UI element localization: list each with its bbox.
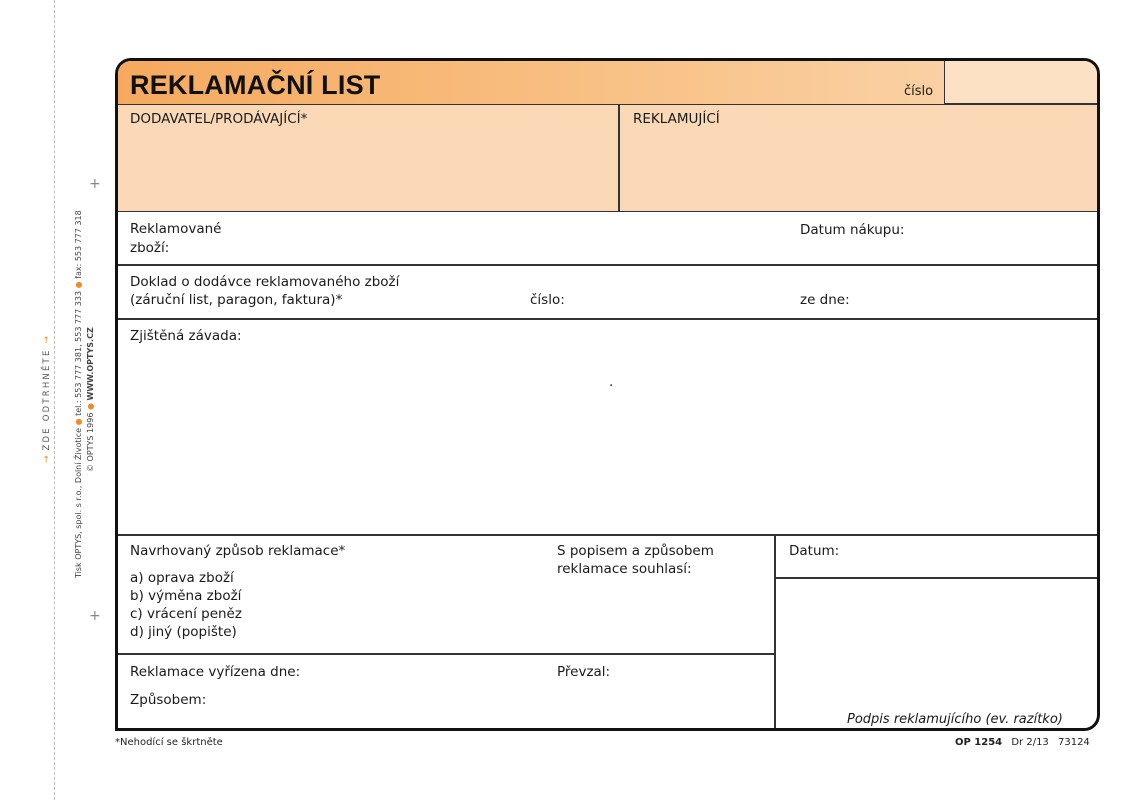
tear-off-line xyxy=(54,0,55,800)
method-option[interactable]: a) oprava zboží xyxy=(130,570,234,586)
bullet-icon: ● xyxy=(74,278,83,289)
defect-label: Zjištěná závada: xyxy=(130,328,242,344)
method-label: Navrhovaný způsob reklamace* xyxy=(130,543,346,559)
agreement-label-line2: reklamace souhlasí: xyxy=(557,561,692,577)
goods-label-line2: zboží: xyxy=(130,240,170,256)
arrow-icon: → xyxy=(42,455,52,463)
method-option[interactable]: c) vrácení peněz xyxy=(130,606,242,622)
agreement-label-line1: S popisem a způsobem xyxy=(557,543,714,559)
defect-field[interactable] xyxy=(118,346,1100,531)
method-option[interactable]: d) jiný (popište) xyxy=(130,624,237,640)
received-by-label: Převzal: xyxy=(557,664,611,680)
divider xyxy=(118,653,774,655)
divider xyxy=(118,318,1100,320)
publisher-info: © OPTYS 1996 ● WWW.OPTYS.CZ xyxy=(86,327,95,472)
registration-mark: + xyxy=(89,608,101,624)
tear-here-text: ZDE ODTRHNĚTE xyxy=(42,348,52,451)
supplier-field[interactable] xyxy=(118,121,618,211)
registration-mark: + xyxy=(89,176,101,192)
delivery-doc-label-line2: (záruční list, paragon, faktura)* xyxy=(130,292,343,308)
supplier-label: DODAVATEL/PRODÁVAJÍCÍ* xyxy=(130,111,308,127)
printer-info: Tisk OPTYS, spol. s r.o., Dolní Životice ● tel.: 553 777 381, 553 777 333 ● fax: 553 777 318 xyxy=(74,210,83,578)
doc-number-label: číslo: xyxy=(530,292,565,308)
delivery-doc-label-line1: Doklad o dodávce reklamovaného zboží xyxy=(130,274,400,290)
form-number-field[interactable] xyxy=(944,61,1100,104)
form-number-label: číslo xyxy=(904,84,934,99)
divider xyxy=(118,534,1100,536)
date-label: Datum: xyxy=(789,543,840,559)
footnote: *Nehodící se škrtněte xyxy=(115,737,223,748)
resolved-date-label: Reklamace vyřízena dne: xyxy=(130,664,301,680)
goods-field[interactable] xyxy=(228,213,788,263)
purchase-date-label: Datum nákupu: xyxy=(800,222,905,238)
method-option[interactable]: b) výměna zboží xyxy=(130,588,242,604)
arrow-icon: → xyxy=(42,336,52,344)
resolution-manner-label: Způsobem: xyxy=(130,692,207,708)
claimant-field[interactable] xyxy=(620,121,1100,211)
doc-date-label: ze dne: xyxy=(800,292,850,308)
tear-here-label xyxy=(42,336,52,463)
claim-form xyxy=(115,58,1100,731)
signature-field[interactable] xyxy=(776,579,1100,709)
divider xyxy=(118,264,1100,266)
defect-mark: . xyxy=(609,374,614,390)
bullet-icon: ● xyxy=(86,400,95,411)
signature-label: Podpis reklamujícího (ev. razítko) xyxy=(847,712,1063,727)
form-code: OP 1254 Dr 2/13 73124 xyxy=(955,737,1090,748)
bullet-icon: ● xyxy=(74,415,83,426)
form-title: REKLAMAČNÍ LIST xyxy=(130,70,381,100)
claimant-label: REKLAMUJÍCÍ xyxy=(633,111,720,127)
goods-label-line1: Reklamované xyxy=(130,221,222,237)
